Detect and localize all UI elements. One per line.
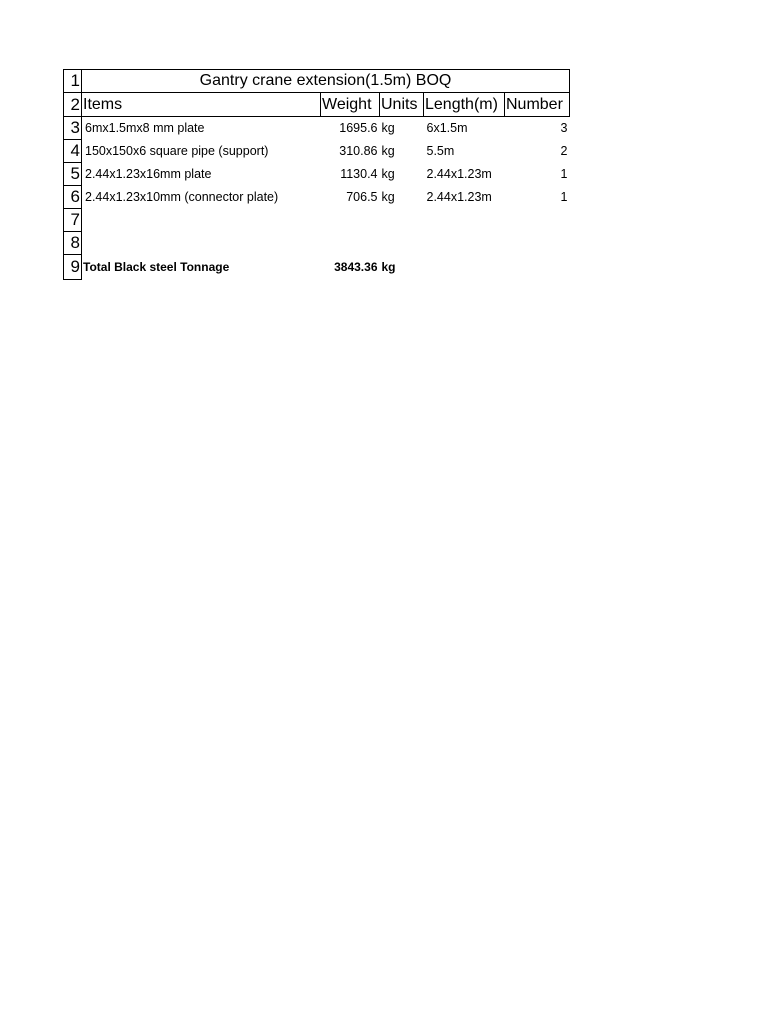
header-items[interactable]: Items	[82, 93, 321, 117]
empty-cell[interactable]	[424, 209, 505, 232]
empty-cell[interactable]	[380, 209, 424, 232]
length-cell[interactable]: 6x1.5m	[426, 121, 468, 136]
total-label[interactable]: Total Black steel Tonnage	[83, 260, 230, 274]
row-number[interactable]: 4	[64, 140, 82, 163]
row-number[interactable]: 3	[64, 117, 82, 140]
table-row	[64, 163, 570, 186]
header-number[interactable]: Number	[505, 93, 570, 117]
empty-cell[interactable]	[321, 209, 380, 232]
row-number[interactable]: 7	[64, 209, 82, 232]
table-row	[64, 117, 570, 140]
empty-row	[64, 209, 570, 232]
weight-cell[interactable]: 1130.4	[340, 167, 378, 181]
item-cell[interactable]: 2.44x1.23x16mm plate	[85, 167, 212, 181]
title-row	[64, 70, 570, 93]
empty-cell[interactable]	[505, 255, 570, 280]
row-number[interactable]: 2	[64, 93, 82, 117]
row-number[interactable]: 1	[64, 70, 82, 93]
row-number[interactable]: 5	[64, 163, 82, 186]
length-cell[interactable]: 2.44x1.23m	[426, 167, 492, 181]
length-cell[interactable]: 2.44x1.23m	[426, 190, 492, 204]
boq-sheet	[63, 69, 570, 280]
units-cell[interactable]: kg	[381, 121, 395, 136]
total-row	[64, 255, 570, 280]
empty-cell[interactable]	[321, 232, 380, 255]
number-cell[interactable]: 2	[560, 144, 568, 158]
number-cell[interactable]: 3	[560, 121, 568, 136]
sheet-title[interactable]: Gantry crane extension(1.5m) BOQ	[82, 70, 570, 93]
weight-cell[interactable]: 310.86	[339, 144, 378, 158]
item-cell[interactable]: 2.44x1.23x10mm (connector plate)	[85, 190, 279, 204]
header-length[interactable]: Length(m)	[424, 93, 505, 117]
weight-cell[interactable]: 706.5	[346, 190, 378, 204]
empty-cell[interactable]	[82, 209, 321, 232]
length-cell[interactable]: 5.5m	[426, 144, 455, 158]
empty-cell[interactable]	[82, 232, 321, 255]
empty-cell[interactable]	[505, 232, 570, 255]
units-cell[interactable]: kg	[381, 167, 395, 181]
empty-cell[interactable]	[424, 255, 505, 280]
empty-cell[interactable]	[380, 232, 424, 255]
units-cell[interactable]: kg	[381, 190, 395, 204]
item-cell[interactable]: 6mx1.5mx8 mm plate	[85, 121, 205, 136]
header-row	[64, 93, 570, 117]
header-weight[interactable]: Weight	[321, 93, 380, 117]
empty-cell[interactable]	[424, 232, 505, 255]
empty-row	[64, 232, 570, 255]
total-units[interactable]: kg	[381, 260, 396, 274]
number-cell[interactable]: 1	[560, 167, 568, 181]
row-number[interactable]: 8	[64, 232, 82, 255]
empty-cell[interactable]	[505, 209, 570, 232]
units-cell[interactable]: kg	[381, 144, 395, 158]
table-row	[64, 186, 570, 209]
total-weight[interactable]: 3843.36	[334, 260, 378, 274]
header-units[interactable]: Units	[380, 93, 424, 117]
row-number[interactable]: 6	[64, 186, 82, 209]
table-row	[64, 140, 570, 163]
weight-cell[interactable]: 1695.6	[339, 121, 378, 136]
number-cell[interactable]: 1	[560, 190, 568, 204]
item-cell[interactable]: 150x150x6 square pipe (support)	[85, 144, 269, 158]
row-number[interactable]: 9	[64, 255, 82, 280]
